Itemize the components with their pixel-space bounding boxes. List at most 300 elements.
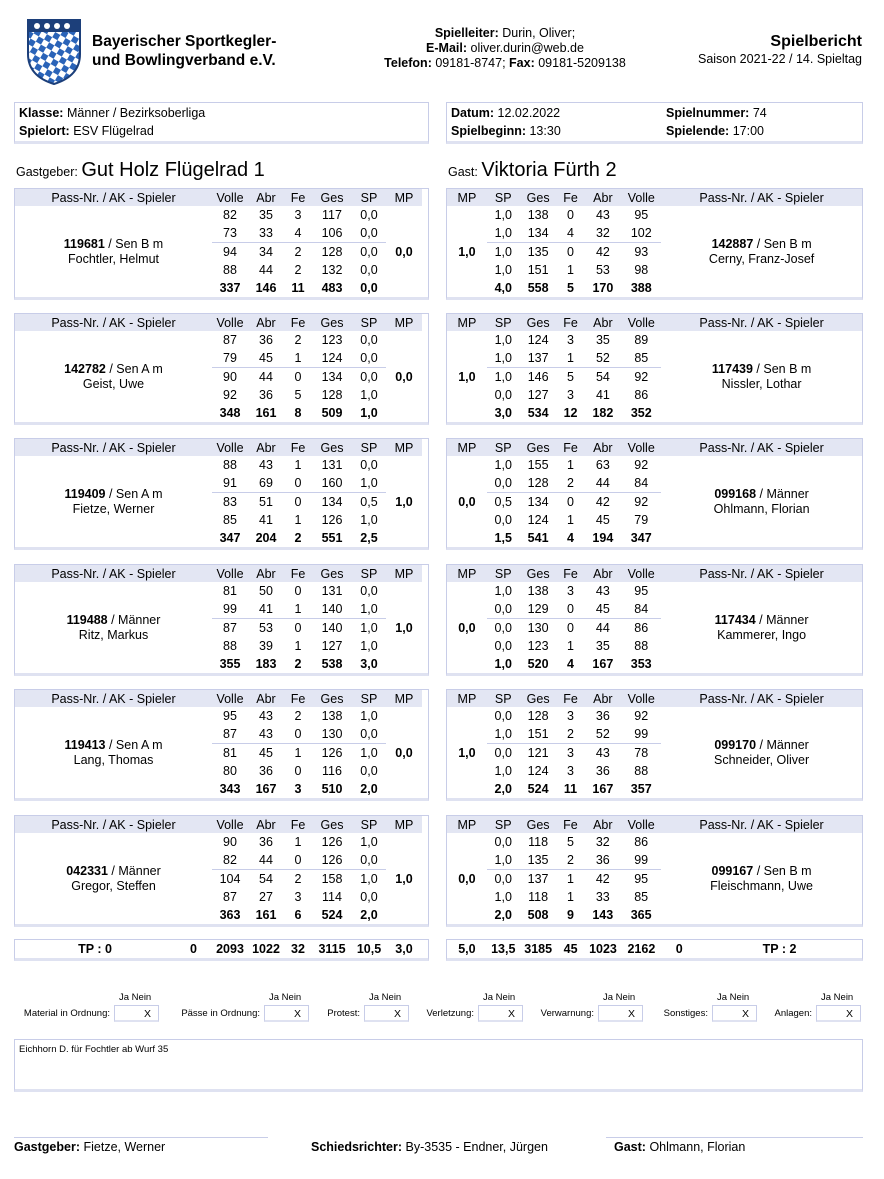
check-box[interactable] xyxy=(114,1005,159,1022)
player-empty-cell xyxy=(661,906,862,924)
player-empty-cell xyxy=(661,404,862,422)
report-heading xyxy=(698,33,862,67)
column-header-player: Pass-Nr. / AK - Spieler xyxy=(661,314,862,331)
column-header-mp: MP xyxy=(386,565,422,582)
column-header-volle: Volle xyxy=(621,690,661,707)
check-label: Anlagen: xyxy=(774,1008,812,1019)
mp-empty-cell xyxy=(386,655,422,673)
sum-row xyxy=(15,906,422,924)
away-team-name: Viktoria Fürth 2 xyxy=(481,159,617,181)
score-cell: 11 xyxy=(291,281,305,296)
column-header-mp: MP xyxy=(386,690,422,707)
score-cell: 151 xyxy=(527,263,549,278)
age-class: / Männer xyxy=(107,863,161,878)
score-cell: 32 xyxy=(584,224,621,242)
score-cell: 1 xyxy=(294,835,302,850)
player-name: Fochtler, Helmut xyxy=(67,251,159,266)
check-box[interactable] xyxy=(264,1005,309,1022)
mp-empty-cell xyxy=(386,707,422,725)
score-cell: 2,0 xyxy=(360,782,378,797)
column-header-volle: Volle xyxy=(212,565,248,582)
column-header-volle: Volle xyxy=(212,690,248,707)
score-cell: 483 xyxy=(321,281,343,296)
player-id-line xyxy=(661,613,862,628)
score-cell: 0,0 xyxy=(360,208,378,223)
score-cell: 1 xyxy=(566,871,574,886)
class-info-box xyxy=(14,102,429,144)
check-mark: X xyxy=(393,1008,401,1020)
age-class: / Sen B m xyxy=(753,236,812,251)
score-cell: 0,0 xyxy=(352,349,386,367)
match-number-value: 74 xyxy=(752,106,767,120)
check-label: Verletzung: xyxy=(426,1008,474,1019)
player-cell xyxy=(15,474,212,529)
score-cell: 146 xyxy=(527,369,549,384)
home-game-table xyxy=(15,314,422,422)
player-empty-cell xyxy=(661,833,862,851)
score-cell: 126 xyxy=(321,835,343,850)
player-empty-cell xyxy=(661,655,862,673)
column-header-mp: MP xyxy=(447,816,487,833)
sum-row xyxy=(15,404,422,422)
score-cell: 43 xyxy=(259,709,273,724)
age-class: / Männer xyxy=(755,612,809,627)
pass-number: 119413 xyxy=(64,737,106,752)
column-header-player: Pass-Nr. / AK - Spieler xyxy=(661,565,862,582)
column-header-abr: Abr xyxy=(248,439,284,456)
player-empty-cell xyxy=(15,404,212,422)
score-cell: 8 xyxy=(294,406,302,421)
home-game-table xyxy=(15,439,422,547)
age-class: / Sen A m xyxy=(105,361,163,376)
email-value[interactable]: oliver.durin@web.de xyxy=(470,41,584,55)
home-game-table xyxy=(15,565,422,673)
score-cell: 155 xyxy=(527,458,549,473)
score-cell: 121 xyxy=(527,745,549,760)
score-cell: 84 xyxy=(621,474,661,492)
age-class: / Sen B m xyxy=(752,361,812,376)
score-cell: 127 xyxy=(321,639,343,654)
score-cell: 34 xyxy=(259,244,273,259)
mp-empty-cell xyxy=(447,655,487,673)
score-cell: 1,0 xyxy=(494,208,512,223)
home-signature xyxy=(14,1140,165,1154)
score-cell: 92 xyxy=(223,388,237,403)
score-cell: 3 xyxy=(567,388,574,403)
total-cell: 3185 xyxy=(524,942,553,956)
player-empty-cell xyxy=(15,582,212,600)
column-header-fe: Fe xyxy=(284,314,312,331)
remarks-text: Eichhorn D. für Fochtler ab Wurf 35 xyxy=(19,1044,169,1055)
score-cell: 95 xyxy=(223,709,237,724)
score-cell: 0,0 xyxy=(360,890,378,905)
score-cell: 347 xyxy=(630,531,652,546)
score-cell: 1,0 xyxy=(494,584,512,599)
throw-row xyxy=(15,600,422,618)
fax-value: 09181-5209138 xyxy=(538,56,626,70)
score-cell: 0 xyxy=(294,584,302,599)
score-cell: 1,0 xyxy=(487,224,520,242)
score-cell: 134 xyxy=(520,224,557,242)
score-cell: 3,0 xyxy=(494,406,512,421)
player-name: Cerny, Franz-Josef xyxy=(708,251,815,266)
score-cell: 1,0 xyxy=(494,333,512,348)
score-cell: 1 xyxy=(294,458,302,473)
throw-row xyxy=(447,600,862,618)
column-header-abr: Abr xyxy=(584,565,621,582)
score-cell: 167 xyxy=(592,782,614,797)
mp-empty-cell xyxy=(386,279,422,297)
score-cell: 44 xyxy=(595,620,610,635)
score-cell: 2 xyxy=(294,333,302,348)
column-header-sp: SP xyxy=(352,189,386,206)
away-game-block xyxy=(446,564,863,676)
column-header-sp: SP xyxy=(487,565,520,582)
mp-empty-cell xyxy=(447,279,487,297)
score-cell: 131 xyxy=(321,458,343,473)
column-header-abr: Abr xyxy=(584,816,621,833)
mp-empty-cell xyxy=(386,906,422,924)
score-cell: 45 xyxy=(584,600,621,618)
mp-empty-cell xyxy=(447,582,487,600)
check-mark: X xyxy=(143,1008,151,1020)
score-cell: 1 xyxy=(294,513,302,528)
score-cell: 87 xyxy=(223,333,237,348)
score-cell: 3 xyxy=(294,890,302,905)
throw-row xyxy=(15,206,422,224)
score-cell: 41 xyxy=(248,600,284,618)
score-cell: 116 xyxy=(322,764,342,779)
score-cell: 130 xyxy=(312,725,352,743)
score-cell: 1,0 xyxy=(494,764,512,779)
score-cell: 1,0 xyxy=(494,369,512,384)
column-header-sp: SP xyxy=(352,565,386,582)
score-cell: 36 xyxy=(584,851,621,869)
away-game-block xyxy=(446,689,863,801)
score-cell: 12 xyxy=(563,406,578,421)
score-cell: 123 xyxy=(527,639,549,654)
column-header-volle: Volle xyxy=(212,816,248,833)
throw-row xyxy=(447,331,862,349)
home-team-name: Gut Holz Flügelrad 1 xyxy=(81,159,265,181)
check-box[interactable] xyxy=(816,1005,861,1022)
score-cell: 86 xyxy=(634,620,649,635)
away-game-block xyxy=(446,313,863,425)
score-cell: 1,0 xyxy=(352,600,386,618)
score-cell: 43 xyxy=(595,745,610,760)
score-cell: 1 xyxy=(567,513,574,528)
score-cell: 33 xyxy=(248,224,284,242)
score-cell: 118 xyxy=(528,835,549,850)
pass-number: 117439 xyxy=(711,361,753,376)
score-cell: 0,0 xyxy=(360,281,378,296)
column-header-ges: Ges xyxy=(312,816,352,833)
column-header-ges: Ges xyxy=(312,439,352,456)
score-cell: 4 xyxy=(557,224,585,242)
score-cell: 1 xyxy=(567,458,574,473)
score-cell: 35 xyxy=(595,333,610,348)
throw-row xyxy=(447,582,862,600)
score-cell: 94 xyxy=(223,244,237,259)
score-cell: 524 xyxy=(321,908,343,923)
score-cell: 1 xyxy=(284,600,312,618)
score-cell: 43 xyxy=(259,458,273,473)
ja-nein-header: Ja Nein xyxy=(821,992,854,1003)
phone-label: Telefon: xyxy=(384,56,432,70)
score-cell: 43 xyxy=(248,725,284,743)
check-box[interactable] xyxy=(598,1005,643,1022)
player-cell xyxy=(661,349,862,404)
score-cell: 1,0 xyxy=(487,725,520,743)
score-cell: 44 xyxy=(584,474,621,492)
score-cell: 143 xyxy=(592,908,614,923)
mp-empty-cell xyxy=(447,404,487,422)
player-empty-cell xyxy=(15,655,212,673)
column-header-sp: SP xyxy=(352,439,386,456)
score-cell: 79 xyxy=(212,349,248,367)
score-cell: 42 xyxy=(595,494,610,509)
score-cell: 161 xyxy=(255,406,277,421)
score-cell: 127 xyxy=(527,388,549,403)
score-cell: 52 xyxy=(584,349,621,367)
column-header-sp: SP xyxy=(487,314,520,331)
score-cell: 52 xyxy=(584,725,621,743)
match-points-cell: 0,0 xyxy=(395,369,413,384)
check-label: Pässe in Ordnung: xyxy=(181,1008,260,1019)
score-cell: 45 xyxy=(595,513,610,528)
score-cell: 0 xyxy=(294,494,302,509)
score-cell: 3,0 xyxy=(360,657,378,672)
mp-empty-cell xyxy=(447,456,487,474)
throw-row xyxy=(15,456,422,474)
away-game-table xyxy=(447,439,862,547)
pass-number: 119488 xyxy=(66,612,108,627)
score-cell: 167 xyxy=(592,657,614,672)
score-cell: 2,0 xyxy=(494,782,512,797)
column-header-abr: Abr xyxy=(584,314,621,331)
check-label: Verwarnung: xyxy=(540,1008,594,1019)
score-cell: 69 xyxy=(248,474,284,492)
score-cell: 90 xyxy=(223,835,237,850)
score-cell: 343 xyxy=(219,782,241,797)
score-cell: 44 xyxy=(259,263,273,278)
player-name: Kammerer, Ingo xyxy=(717,627,807,642)
match-points-cell: 1,0 xyxy=(395,871,413,886)
player-cell xyxy=(15,600,212,655)
sum-row xyxy=(447,529,862,547)
score-cell: 551 xyxy=(321,531,343,546)
mp-empty-cell xyxy=(386,404,422,422)
throw-row xyxy=(447,851,862,869)
score-cell: 86 xyxy=(634,835,649,850)
score-cell: 134 xyxy=(321,369,343,384)
column-header-ges: Ges xyxy=(520,314,557,331)
throw-row xyxy=(15,474,422,492)
score-cell: 348 xyxy=(219,406,241,421)
score-cell: 2 xyxy=(294,531,302,546)
score-cell: 126 xyxy=(321,513,343,528)
score-cell: 1,0 xyxy=(360,745,378,760)
total-cell: 0 xyxy=(190,942,197,956)
player-id-line xyxy=(15,362,212,377)
score-cell: 0 xyxy=(284,725,312,743)
score-cell: 114 xyxy=(322,890,342,905)
score-cell: 2,0 xyxy=(360,908,378,923)
mp-empty-cell xyxy=(386,833,422,851)
mp-empty-cell xyxy=(447,206,487,224)
player-cell xyxy=(15,349,212,404)
home-game-block xyxy=(14,188,429,300)
match-points-cell: 1,0 xyxy=(458,244,476,259)
score-cell: 534 xyxy=(527,406,549,421)
score-cell: 3 xyxy=(567,745,574,760)
venue-label: Spielort: xyxy=(19,124,70,138)
check-label: Protest: xyxy=(327,1008,360,1019)
score-cell: 89 xyxy=(634,333,649,348)
home-game-table xyxy=(15,690,422,798)
player-name: Geist, Uwe xyxy=(82,376,145,391)
score-cell: 160 xyxy=(312,474,352,492)
player-name: Nissler, Lothar xyxy=(721,376,802,391)
column-header-player: Pass-Nr. / AK - Spieler xyxy=(661,189,862,206)
player-empty-cell xyxy=(661,707,862,725)
player-cell xyxy=(661,600,862,655)
check-box[interactable] xyxy=(478,1005,523,1022)
score-cell: 54 xyxy=(595,369,610,384)
score-cell: 194 xyxy=(592,531,614,546)
away-game-block xyxy=(446,815,863,927)
age-class: / Männer xyxy=(756,737,809,752)
age-class: / Sen B m xyxy=(753,863,812,878)
column-header-ges: Ges xyxy=(520,439,557,456)
score-cell: 1,0 xyxy=(360,513,378,528)
score-cell: 204 xyxy=(255,531,277,546)
player-cell xyxy=(15,725,212,780)
player-empty-cell xyxy=(15,529,212,547)
score-cell: 0 xyxy=(567,208,574,223)
check-box[interactable] xyxy=(712,1005,757,1022)
player-name: Schneider, Oliver xyxy=(713,752,810,767)
throw-row xyxy=(15,331,422,349)
remarks-box[interactable] xyxy=(14,1039,863,1092)
score-cell: 45 xyxy=(259,745,273,760)
score-cell: 118 xyxy=(528,890,549,905)
match-points-cell: 0,0 xyxy=(395,745,413,760)
score-cell: 41 xyxy=(595,388,610,403)
age-class: / Sen B m xyxy=(104,236,164,251)
score-cell: 0 xyxy=(567,620,574,635)
player-name: Fleischmann, Uwe xyxy=(710,878,813,893)
pass-number: 119681 xyxy=(63,236,105,251)
column-header-fe: Fe xyxy=(557,189,585,206)
score-cell: 1,0 xyxy=(360,620,378,635)
score-cell: 2 xyxy=(294,657,302,672)
score-cell: 1 xyxy=(294,745,302,760)
score-cell: 106 xyxy=(312,224,352,242)
score-cell: 36 xyxy=(259,333,273,348)
away-signature-label: Gast: xyxy=(614,1140,646,1154)
player-cell xyxy=(661,474,862,529)
sum-row xyxy=(15,529,422,547)
column-header-sp: SP xyxy=(352,314,386,331)
score-cell: 0,0 xyxy=(360,244,378,259)
score-cell: 0 xyxy=(294,764,302,779)
player-cell xyxy=(15,224,212,279)
mp-empty-cell xyxy=(447,707,487,725)
score-cell: 135 xyxy=(520,851,557,869)
mp-empty-cell xyxy=(447,833,487,851)
check-box[interactable] xyxy=(364,1005,409,1022)
away-totals-row xyxy=(446,939,863,961)
player-empty-cell xyxy=(15,331,212,349)
score-cell: 99 xyxy=(621,851,661,869)
score-cell: 99 xyxy=(212,600,248,618)
score-cell: 170 xyxy=(592,281,614,296)
score-cell: 88 xyxy=(223,639,237,654)
away-signature-value: Ohlmann, Florian xyxy=(649,1140,746,1154)
pass-number: 119409 xyxy=(64,486,106,501)
referee-signature-label: Schiedsrichter: xyxy=(311,1140,403,1154)
home-game-block xyxy=(14,438,429,550)
score-cell: 5 xyxy=(567,281,574,296)
away-game-table xyxy=(447,189,862,297)
score-cell: 558 xyxy=(527,281,549,296)
match-number-label: Spielnummer: xyxy=(666,106,750,120)
ja-nein-header: Ja Nein xyxy=(603,992,636,1003)
end-value: 17:00 xyxy=(732,124,764,138)
score-cell: 3 xyxy=(567,764,574,779)
throw-row xyxy=(447,206,862,224)
date-label: Datum: xyxy=(451,106,495,120)
player-id-line xyxy=(15,738,212,753)
column-header-mp: MP xyxy=(447,439,487,456)
column-header-player: Pass-Nr. / AK - Spieler xyxy=(661,816,862,833)
column-header-volle: Volle xyxy=(621,189,661,206)
home-game-block xyxy=(14,564,429,676)
score-cell: 1,0 xyxy=(494,263,512,278)
score-cell: 0 xyxy=(567,244,574,259)
contact-block xyxy=(340,26,670,71)
score-cell: 128 xyxy=(321,244,343,259)
score-cell: 161 xyxy=(255,908,277,923)
score-cell: 182 xyxy=(592,406,614,421)
organization-line-1: Bayerischer Sportkegler- xyxy=(92,33,277,50)
away-totals-table xyxy=(447,940,862,958)
score-cell: 355 xyxy=(219,657,241,672)
start-label: Spielbeginn: xyxy=(451,124,526,138)
away-game-table xyxy=(447,565,862,673)
pass-number: 099170 xyxy=(714,737,757,752)
score-cell: 0,0 xyxy=(494,835,512,850)
column-header-volle: Volle xyxy=(621,816,661,833)
player-id-line xyxy=(661,864,862,879)
pass-number: 099167 xyxy=(711,863,754,878)
score-cell: 541 xyxy=(527,531,549,546)
score-cell: 0,0 xyxy=(494,639,512,654)
home-totals-row xyxy=(14,939,429,961)
score-cell: 36 xyxy=(259,764,273,779)
sum-row xyxy=(15,655,422,673)
away-signature-line xyxy=(606,1137,863,1138)
score-cell: 82 xyxy=(212,851,248,869)
score-cell: 2 xyxy=(294,709,302,724)
score-cell: 3 xyxy=(567,333,574,348)
score-cell: 0,0 xyxy=(487,474,520,492)
ja-nein-header: Ja Nein xyxy=(119,992,152,1003)
score-cell: 33 xyxy=(595,890,610,905)
total-cell: 0 xyxy=(675,942,683,956)
score-cell: 53 xyxy=(595,263,610,278)
